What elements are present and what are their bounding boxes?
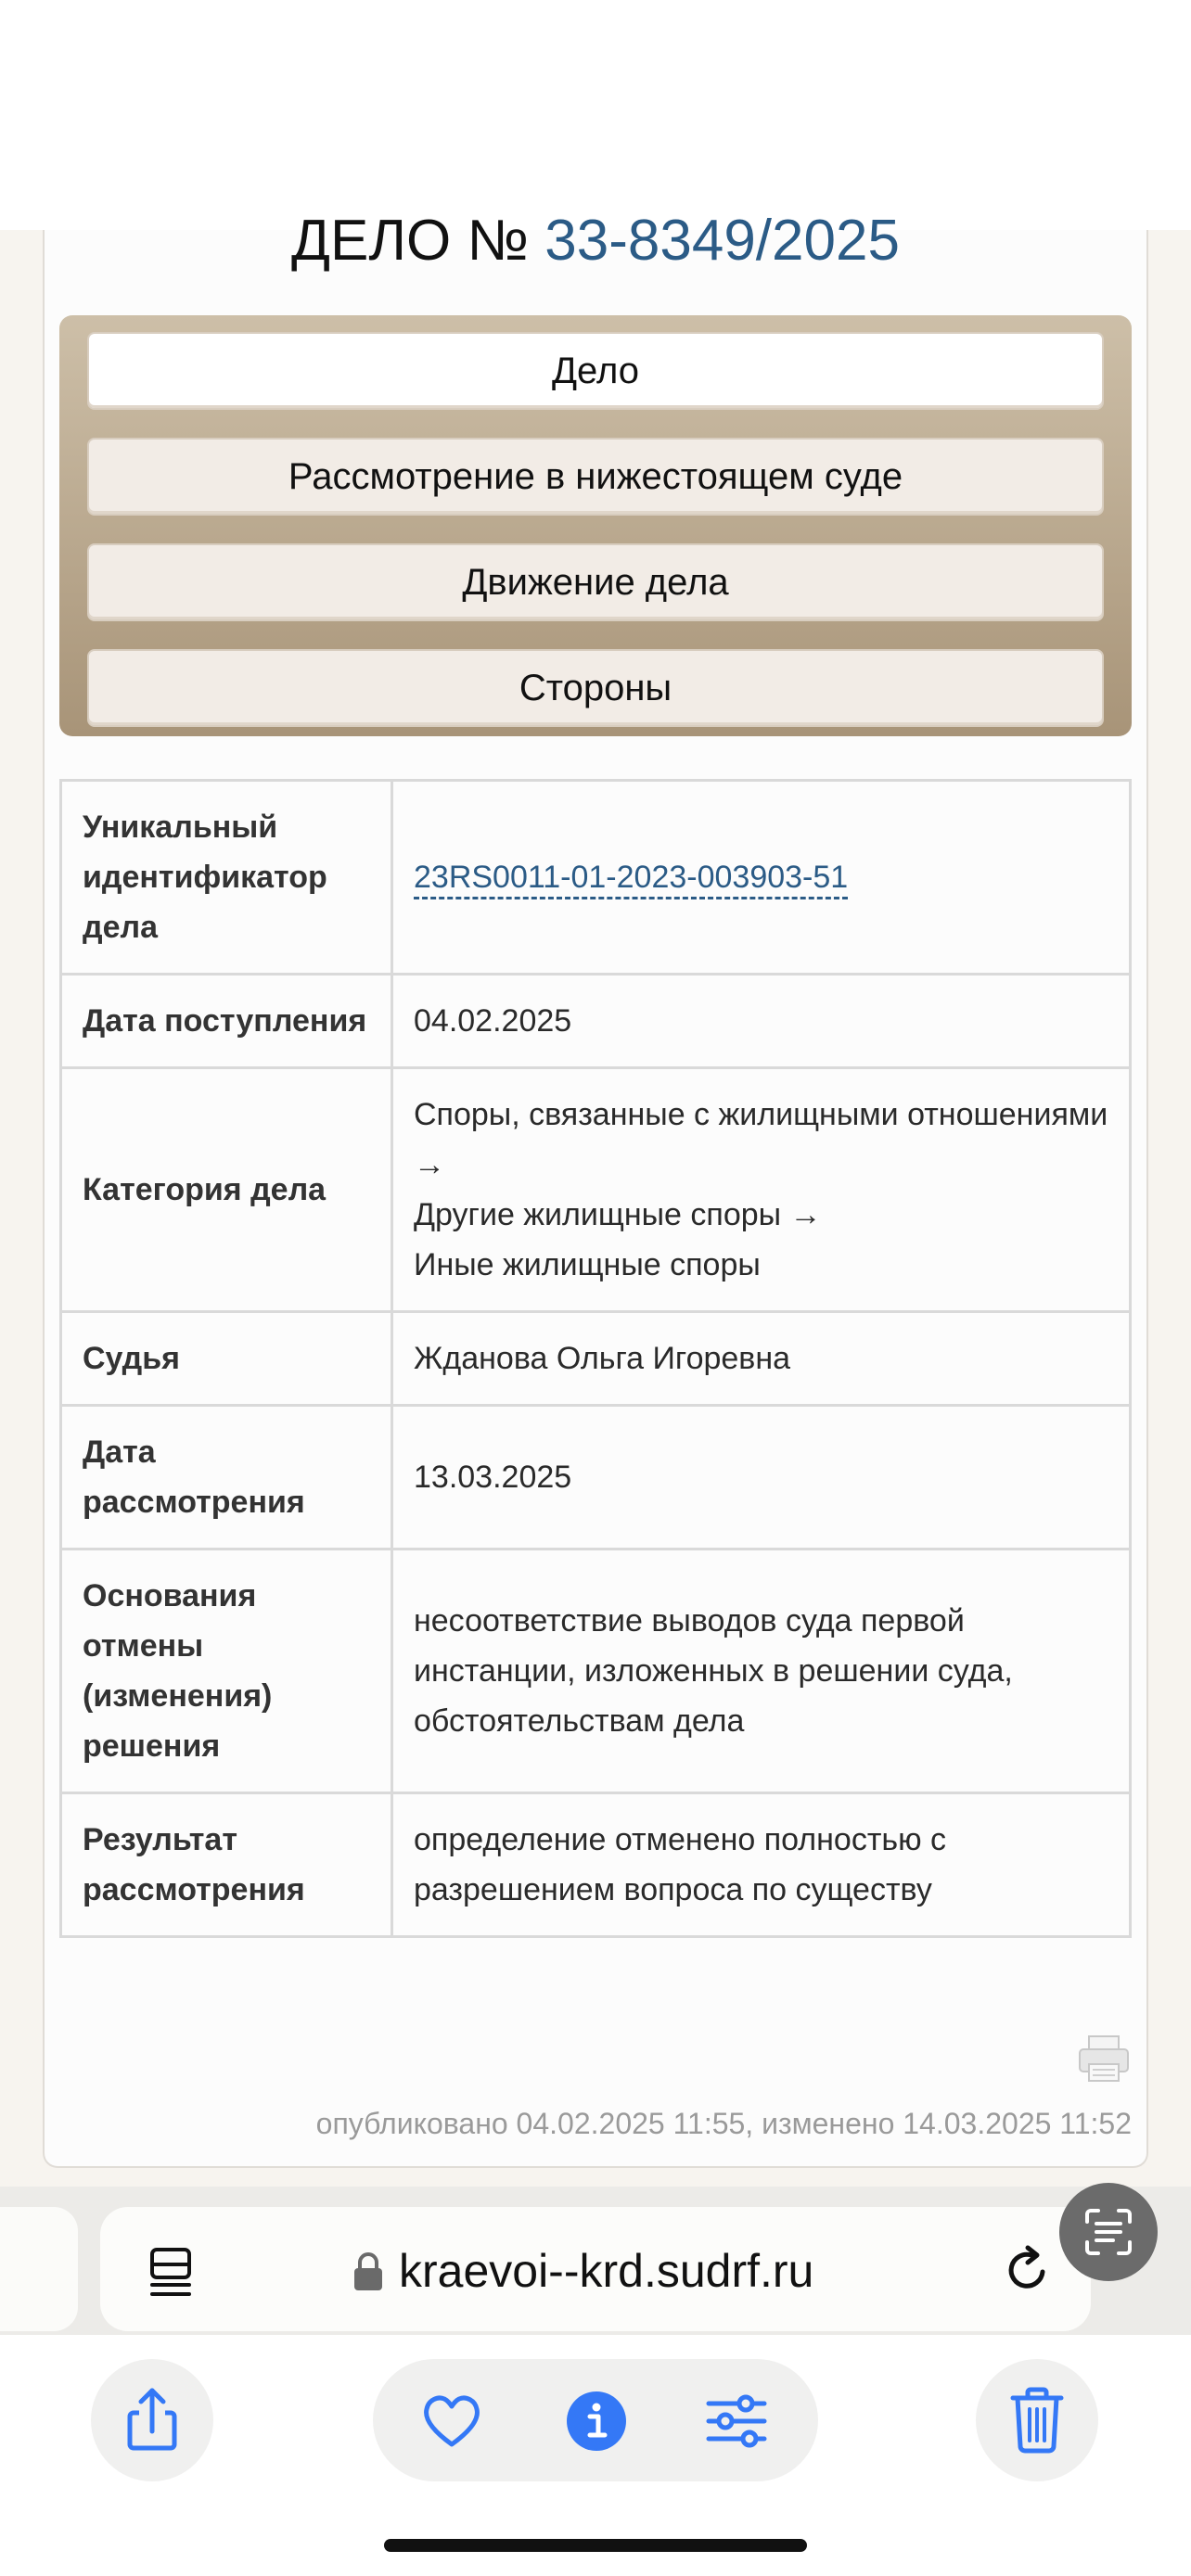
- tab-case[interactable]: Дело: [87, 332, 1104, 410]
- table-row: [61, 781, 1131, 975]
- tab-parties[interactable]: Стороны: [87, 649, 1104, 727]
- scan-text-icon: [1059, 2183, 1158, 2281]
- tab-lower-court[interactable]: Рассмотрение в нижестоящем суде: [87, 438, 1104, 516]
- uid-cell: [392, 781, 1131, 975]
- published-timestamp: опубликовано 04.02.2025 11:55, изменено 14.03.2025 11:52: [315, 2107, 1132, 2140]
- received-date-value: 04.02.2025: [392, 975, 1131, 1068]
- uid-label: Уникальный идентификатор дела: [61, 781, 392, 975]
- category-label: Категория дела: [61, 1068, 392, 1312]
- table-row: [61, 1793, 1131, 1937]
- home-indicator[interactable]: [384, 2539, 807, 2552]
- category-value: [392, 1068, 1131, 1312]
- case-details-table: [59, 779, 1132, 1938]
- judge-value: Жданова Ольга Игоревна: [392, 1312, 1131, 1406]
- review-date-value: 13.03.2025: [392, 1406, 1131, 1549]
- delete-button[interactable]: [976, 2359, 1098, 2481]
- case-number-link[interactable]: 33-8349/2025: [544, 209, 900, 273]
- share-button[interactable]: [91, 2359, 213, 2481]
- category-line: Споры, связанные с жилищными отношениями →: [414, 1097, 1108, 1182]
- result-label: Результат рассмотрения: [61, 1793, 392, 1937]
- received-date-label: Дата поступления: [61, 975, 392, 1068]
- actions-group: [373, 2359, 818, 2481]
- case-tabs: [59, 315, 1132, 736]
- table-row: [61, 1406, 1131, 1549]
- table-row: [61, 1312, 1131, 1406]
- table-row: [61, 1549, 1131, 1793]
- reader-icon[interactable]: [147, 2246, 195, 2298]
- case-title-prefix: ДЕЛО №: [291, 209, 530, 273]
- filters-icon[interactable]: [703, 2389, 770, 2454]
- tab-case-movement[interactable]: Движение дела: [87, 543, 1104, 621]
- judge-label: Судья: [61, 1312, 392, 1406]
- uid-link[interactable]: 23RS0011-01-2023-003903-51: [414, 860, 848, 899]
- lock-icon: [352, 2251, 384, 2292]
- reload-icon[interactable]: [1002, 2244, 1054, 2296]
- category-line: Иные жилищные споры: [414, 1247, 761, 1282]
- url-text[interactable]: kraevoi--krd.sudrf.ru: [399, 2245, 814, 2297]
- share-icon: [91, 2359, 213, 2481]
- review-date-label: Дата рассмотрения: [61, 1406, 392, 1549]
- table-row: [61, 975, 1131, 1068]
- info-icon[interactable]: [564, 2389, 629, 2454]
- result-value: определение отменено полностью с разрешением вопроса по существу: [392, 1793, 1131, 1937]
- case-title: [0, 204, 1191, 278]
- category-line: Другие жилищные споры →: [414, 1197, 822, 1232]
- trash-icon: [976, 2359, 1098, 2481]
- grounds-label: Основания отмены (изменения) решения: [61, 1549, 392, 1793]
- scan-text-button[interactable]: [1059, 2183, 1158, 2281]
- table-row: [61, 1068, 1131, 1312]
- grounds-value: несоответствие выводов суда первой инстанции, изложенных в решении суда, обстоятельствам дела: [392, 1549, 1131, 1793]
- heart-icon[interactable]: [419, 2389, 484, 2454]
- previous-tab-stub[interactable]: [0, 2207, 78, 2331]
- printer-icon[interactable]: [1076, 2031, 1132, 2086]
